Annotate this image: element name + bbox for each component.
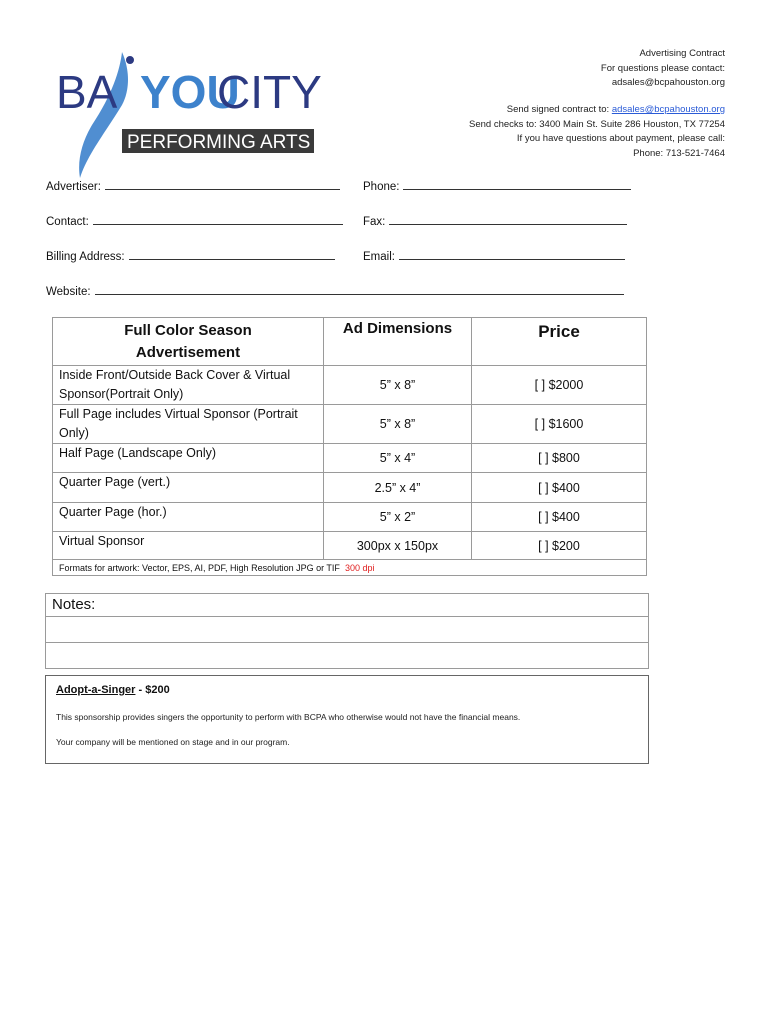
contract-title: Advertising Contract (639, 48, 725, 59)
advertiser-field[interactable]: Advertiser: (46, 179, 340, 193)
row-item: Full Page includes Virtual Sponsor (Portrait Only) (53, 405, 324, 444)
table-row (53, 503, 647, 532)
sales-email: adsales@bcpahouston.org (611, 77, 725, 88)
row-price-checkbox[interactable]: [ ] $1600 (472, 405, 647, 444)
row-item: Quarter Page (vert.) (53, 473, 324, 503)
adopt-a-singer-box (45, 675, 649, 764)
logo-text-city: CITY (217, 66, 322, 118)
adopt-mention: Your company will be mentioned on stage and in our program. (56, 737, 290, 747)
phone-field[interactable]: Phone: (363, 179, 631, 193)
email-field[interactable]: Email: (363, 249, 625, 263)
contact-info (601, 47, 725, 91)
notes-box[interactable] (45, 593, 649, 669)
adopt-description: This sponsorship provides singers the opportunity to perform with BCPA who otherwise would not have the financial means. (56, 712, 521, 722)
header-ad-type: Full Color Season Advertisement (53, 318, 324, 366)
send-contract-line: Send signed contract to: adsales@bcpahouston.org (506, 104, 725, 115)
bayou-city-logo (52, 50, 327, 180)
fax-field[interactable]: Fax: (363, 214, 627, 228)
adopt-title: Adopt-a-Singer - $200 (56, 684, 170, 696)
row-price-checkbox[interactable]: [ ] $400 (472, 503, 647, 532)
row-dimensions: 5” x 8” (324, 405, 472, 444)
row-dimensions: 5” x 4” (324, 444, 472, 473)
table-header-row (53, 318, 647, 366)
send-checks-line: Send checks to: 3400 Main St. Suite 286 Houston, TX 77254 (469, 118, 725, 130)
contact-field[interactable]: Contact: (46, 214, 343, 228)
row-dimensions: 5” x 2” (324, 503, 472, 532)
logo-text-ba: BA (56, 66, 118, 118)
header-dimensions: Ad Dimensions (324, 318, 472, 366)
send-info (469, 103, 725, 161)
table-row (53, 473, 647, 503)
table-row (53, 405, 647, 444)
row-price-checkbox[interactable]: [ ] $200 (472, 532, 647, 560)
row-price-checkbox[interactable]: [ ] $400 (472, 473, 647, 503)
row-item: Virtual Sponsor (53, 532, 324, 560)
row-price-checkbox[interactable]: [ ] $2000 (472, 366, 647, 405)
row-item: Half Page (Landscape Only) (53, 444, 324, 473)
table-row (53, 366, 647, 405)
row-item: Quarter Page (hor.) (53, 503, 324, 532)
website-field[interactable]: Website: (46, 284, 624, 298)
row-dimensions: 2.5” x 4” (324, 473, 472, 503)
payment-questions-line: If you have questions about payment, please call: (516, 133, 725, 144)
formats-row (53, 560, 647, 576)
dpi-requirement: 300 dpi (344, 562, 375, 573)
logo-subtitle: PERFORMING ARTS (127, 132, 311, 153)
row-dimensions: 300px x 150px (324, 532, 472, 560)
header-price: Price (472, 318, 647, 366)
notes-label: Notes: (52, 596, 96, 613)
phone-line: Phone: 713-521-7464 (633, 147, 725, 159)
row-price-checkbox[interactable]: [ ] $800 (472, 444, 647, 473)
send-email-link[interactable]: adsales@bcpahouston.org (611, 104, 725, 115)
table-row (53, 532, 647, 560)
row-dimensions: 5” x 8” (324, 366, 472, 405)
formats-note: Formats for artwork: Vector, EPS, AI, PDF, High Resolution JPG or TIF 300 dpi (53, 560, 647, 576)
pricing-table (52, 317, 647, 576)
questions-label: For questions please contact: (600, 62, 725, 74)
row-item: Inside Front/Outside Back Cover & Virtual Sponsor(Portrait Only) (53, 366, 324, 405)
logo-text-you: YOU (140, 66, 240, 118)
table-row (53, 444, 647, 473)
billing-address-field[interactable]: Billing Address: (46, 249, 335, 263)
